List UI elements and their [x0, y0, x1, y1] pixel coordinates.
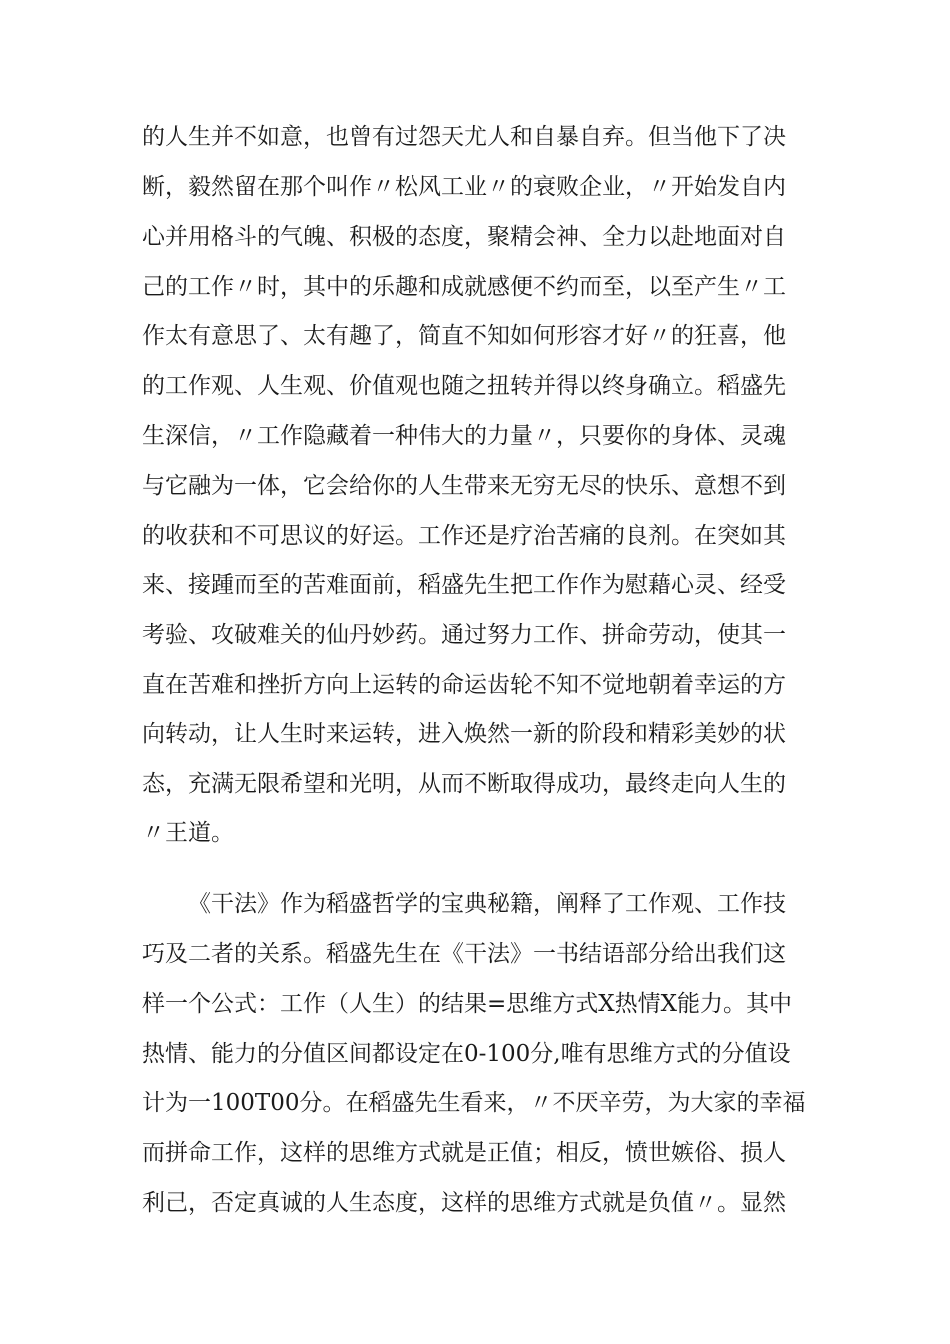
paragraph-1-line-1: 的人生并不如意，也曾有过怨天尤人和自暴自弃。但当他下了决: [142, 124, 786, 150]
paragraph-2-line-7: 利己，否定真诚的人生态度，这样的思维方式就是负值〃。显然: [142, 1190, 786, 1216]
paragraph-1-line-13: 向转动，让人生时来运转，进入焕然一新的阶段和精彩美妙的状: [142, 721, 786, 747]
paragraph-2-line-1: 《干法》作为稻盛哲学的宝典秘籍，阐释了工作观、工作技: [188, 891, 786, 917]
paragraph-2-line-4: 热情、能力的分值区间都设定在0-100分,唯有思维方式的分值设: [142, 1041, 791, 1067]
paragraph-1-line-10: 来、接踵而至的苦难面前，稻盛先生把工作作为慰藉心灵、经受: [142, 572, 786, 598]
paragraph-1-line-8: 与它融为一体，它会给你的人生带来无穷无尽的快乐、意想不到: [142, 473, 786, 499]
paragraph-1-line-15: 〃王道。: [142, 820, 234, 846]
paragraph-1-line-4: 己的工作〃时，其中的乐趣和成就感便不约而至，以至产生〃工: [142, 274, 786, 300]
paragraph-1-line-14: 态，充满无限希望和光明，从而不断取得成功，最终走向人生的: [142, 771, 786, 797]
paragraph-2-line-6: 而拼命工作，这样的思维方式就是正值；相反，愤世嫉俗、损人: [142, 1140, 786, 1166]
paragraph-1-line-2: 断，毅然留在那个叫作〃松风工业〃的衰败企业，〃开始发自内: [142, 174, 786, 200]
paragraph-1-line-6: 的工作观、人生观、价值观也随之扭转并得以终身确立。稻盛先: [142, 373, 786, 399]
paragraph-1-line-5: 作太有意思了、太有趣了，简直不知如何形容才好〃的狂喜，他: [142, 323, 786, 349]
paragraph-2-line-3: 样一个公式：工作（人生）的结果=思维方式X热情X能力。其中: [142, 991, 793, 1017]
paragraph-2-line-2: 巧及二者的关系。稻盛先生在《干法》一书结语部分给出我们这: [142, 941, 786, 967]
paragraph-1-line-11: 考验、攻破难关的仙丹妙药。通过努力工作、拼命劳动，使其一: [142, 622, 786, 648]
paragraph-1-line-3: 心并用格斗的气魄、积极的态度，聚精会神、全力以赴地面对自: [142, 224, 786, 250]
paragraph-1-line-7: 生深信，〃工作隐藏着一种伟大的力量〃，只要你的身体、灵魂: [142, 423, 786, 449]
paragraph-1-line-12: 直在苦难和挫折方向上运转的命运齿轮不知不觉地朝着幸运的方: [142, 672, 786, 698]
paragraph-1-line-9: 的收获和不可思议的好运。工作还是疗治苦痛的良剂。在突如其: [142, 523, 786, 549]
paragraph-2-line-5: 计为一100T00分。在稻盛先生看来，〃不厌辛劳，为大家的幸福: [142, 1090, 806, 1116]
